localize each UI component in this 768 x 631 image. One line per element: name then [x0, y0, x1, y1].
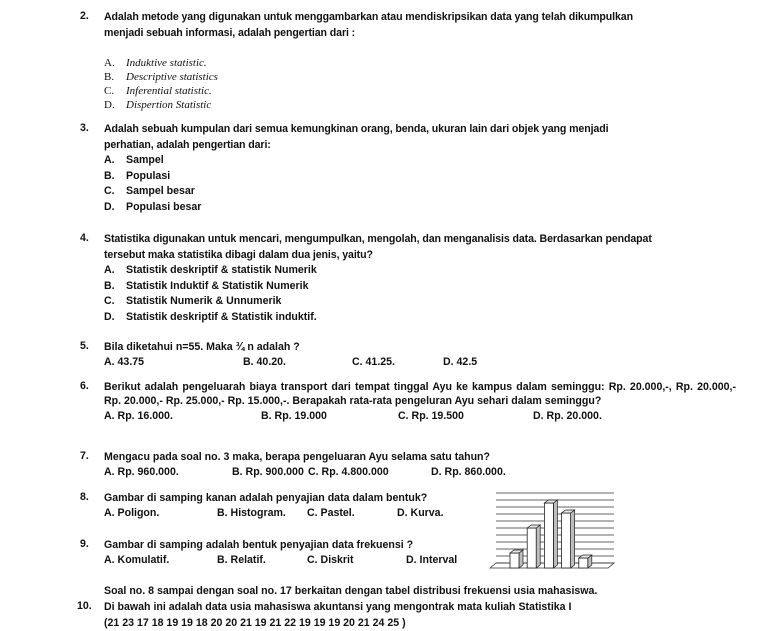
option-b[interactable]: B. Populasi	[104, 169, 736, 185]
histogram-bar	[527, 525, 540, 568]
question-stem: Berikut adalah pengeluarah biaya transport dari tempat tinggal Ayu ke kampus dalam seminggu: Rp. 20.000,-, Rp. 20.000,- Rp. 20.000,- Rp. 25.000,- Rp. 15.000,-. Berapakah rata-rata pengeluran Ayu sehari dalam seminggu?	[104, 380, 736, 408]
option-row	[104, 466, 736, 482]
option-c[interactable]: C. Inferential statistic.	[104, 84, 736, 98]
question-number: 5.	[80, 340, 102, 352]
question-stem	[104, 232, 736, 263]
option-d[interactable]: D. Rp. 20.000.	[533, 410, 602, 422]
question-5	[80, 340, 736, 372]
option-d[interactable]: D. Statistik deskriptif & Statistik induktif.	[104, 310, 736, 326]
option-c[interactable]: C. Sampel besar	[104, 184, 736, 200]
option-d[interactable]: D. 42.5	[443, 356, 477, 368]
option-c[interactable]: C. 41.25.	[352, 356, 395, 368]
option-b[interactable]: B. Rp. 900.000	[232, 466, 304, 478]
histogram-bar	[579, 555, 592, 568]
question-stem: Gambar di samping adalah bentuk penyajian data frekuensi ?	[104, 538, 480, 554]
option-a[interactable]: A. Induktive statistic.	[104, 56, 736, 70]
option-b[interactable]: B. Histogram.	[217, 507, 286, 519]
stem-line: menjadi sebuah informasi, adalah pengertian dari :	[104, 26, 736, 42]
option-b[interactable]: B. Descriptive statistics	[104, 70, 736, 84]
histogram-bar	[510, 550, 523, 568]
option-d[interactable]: D. Populasi besar	[104, 200, 736, 216]
option-row	[104, 507, 480, 523]
question-stem: Bila diketahui n=55. Maka ¾ n adalah ?	[104, 340, 736, 356]
question-number: 6.	[80, 380, 102, 392]
option-c[interactable]: C. Rp. 19.500	[398, 410, 464, 422]
option-a[interactable]: A. Rp. 960.000.	[104, 466, 179, 478]
question-7	[80, 450, 736, 482]
question-number: 3.	[80, 122, 102, 134]
option-row	[104, 356, 736, 372]
question-stem: Mengacu pada soal no. 3 maka, berapa pengeluaran Ayu selama satu tahun?	[104, 450, 736, 466]
option-a[interactable]: A. 43.75	[104, 356, 144, 368]
option-a[interactable]: A. Statistik deskriptif & statistik Numerik	[104, 263, 736, 279]
option-row	[104, 554, 480, 570]
option-b[interactable]: B. Statistik Induktif & Statistik Numerik	[104, 279, 736, 295]
question-number: 9.	[80, 538, 102, 550]
question-number: 8.	[80, 491, 102, 503]
option-b[interactable]: B. 40.20.	[243, 356, 286, 368]
question-3	[80, 122, 736, 215]
option-b[interactable]: B. Rp. 19.000	[261, 410, 327, 422]
histogram-figure	[486, 492, 618, 574]
stem-line: tersebut maka statistika dibagi dalam dua jenis, yaitu?	[104, 248, 736, 264]
question-stem: Gambar di samping kanan adalah penyajian data dalam bentuk?	[104, 491, 480, 507]
question-2	[80, 10, 736, 112]
stem-line: perhatian, adalah pengertian dari:	[104, 138, 736, 154]
question-stem: Di bawah ini adalah data usia mahasiswa akuntansi yang mengontrak mata kuliah Statistika I	[104, 600, 736, 616]
stem-line: Statistika digunakan untuk mencari, mengumpulkan, mengolah, dan menganalisis data. Berdasarkan pendapat	[104, 232, 736, 248]
question-stem	[104, 10, 736, 41]
stem-line: Adalah metode yang digunakan untuk menggambarkan atau mendiskripsikan data yang telah dikumpulkan	[104, 10, 736, 26]
option-a[interactable]: A. Komulatif.	[104, 554, 169, 566]
question-stem	[104, 122, 736, 153]
option-d[interactable]: D. Interval	[406, 554, 457, 566]
option-c[interactable]: C. Diskrit	[307, 554, 354, 566]
option-row	[104, 410, 736, 426]
question-number: 4.	[80, 232, 102, 244]
option-b[interactable]: B. Relatif.	[217, 554, 266, 566]
option-list	[104, 263, 736, 325]
histogram-bar	[562, 510, 575, 568]
data-line: (21 23 17 18 19 19 18 20 20 21 19 21 22 19 19 19 20 21 24 25 )	[104, 616, 736, 631]
option-a[interactable]: A. Poligon.	[104, 507, 159, 519]
option-d[interactable]: D. Dispertion Statistic	[104, 98, 736, 112]
option-list	[104, 56, 736, 112]
option-d[interactable]: D. Kurva.	[397, 507, 444, 519]
chart-bars	[510, 500, 592, 568]
question-number: 10.	[77, 600, 99, 612]
stem-line: Adalah sebuah kumpulan dari semua kemungkinan orang, benda, ukuran lain dari objek yang menjadi	[104, 122, 736, 138]
option-c[interactable]: C. Pastel.	[307, 507, 355, 519]
option-a[interactable]: A. Rp. 16.000.	[104, 410, 173, 422]
question-number: 2.	[80, 10, 102, 22]
option-list	[104, 153, 736, 215]
question-9	[80, 538, 480, 570]
option-a[interactable]: A. Sampel	[104, 153, 736, 169]
option-d[interactable]: D. Rp. 860.000.	[431, 466, 506, 478]
option-c[interactable]: C. Statistik Numerik & Unnumerik	[104, 294, 736, 310]
question-number: 7.	[80, 450, 102, 462]
question-4	[80, 232, 736, 325]
question-6	[80, 380, 736, 426]
histogram-bar	[544, 500, 557, 568]
question-10	[80, 600, 736, 631]
question-8	[80, 491, 480, 523]
section-note: Soal no. 8 sampai dengan soal no. 17 berkaitan dengan tabel distribusi frekuensi usia mahasiswa.	[104, 585, 597, 597]
option-c[interactable]: C. Rp. 4.800.000	[308, 466, 389, 478]
